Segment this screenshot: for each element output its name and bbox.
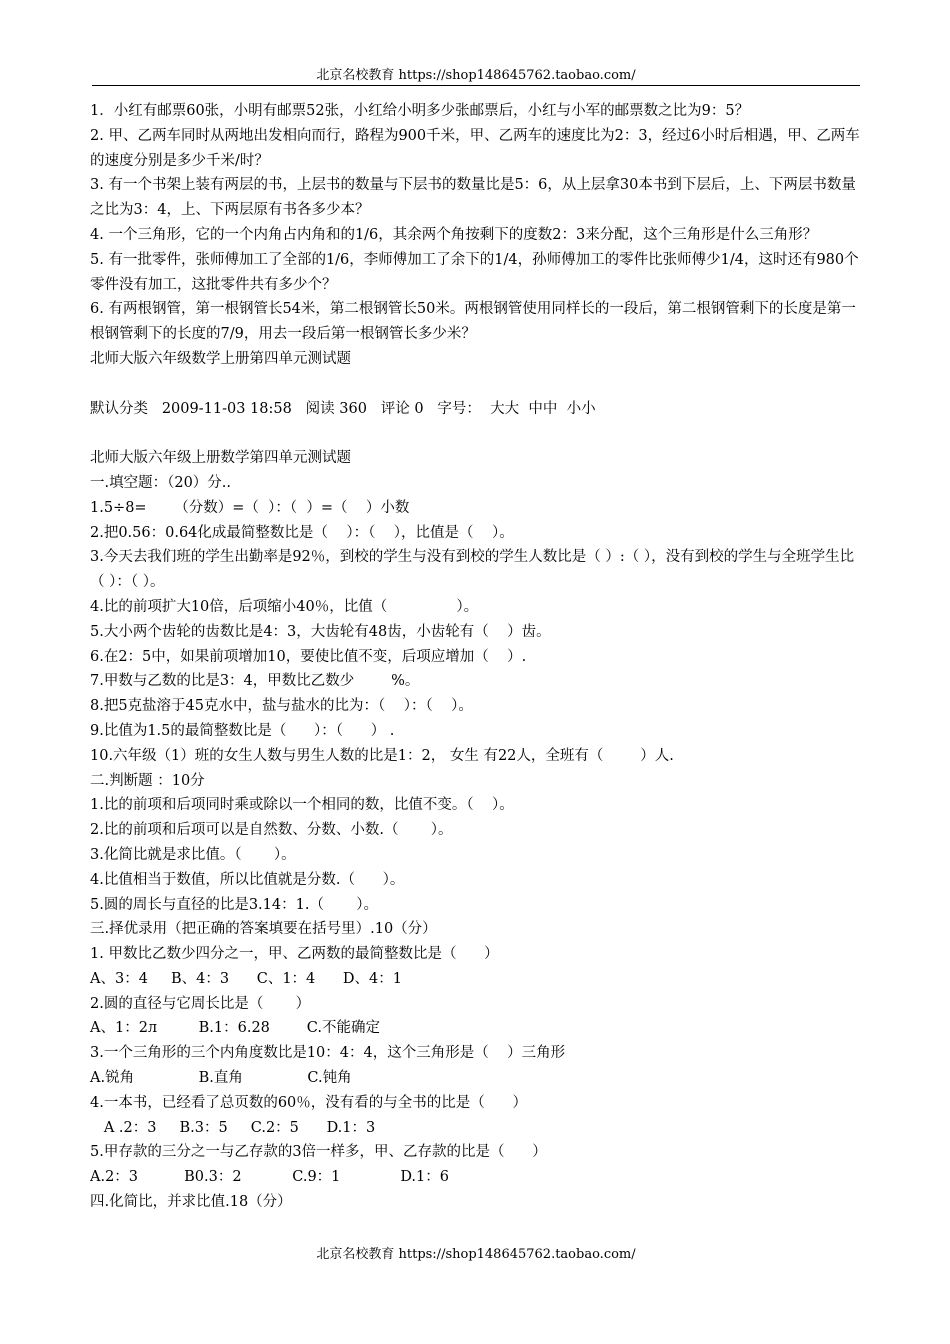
choice-question-5: 5.甲存款的三分之一与乙存款的3倍一样多，甲、乙存款的比是（ ） <box>90 1144 547 1161</box>
choice-options-3: A.锐角 B.直角 C.钝角 <box>90 1070 352 1087</box>
problem-6: 6. 有两根钢管，第一根钢管长54米，第二根钢管长50米。两根钢管使用同样长的一段后，第二根钢管剩下的长度是第一根钢管剩下的长度的7/9，用去一段后第一根钢管长多少米？ <box>90 301 856 343</box>
choice-options-2: A、1：2л B.1：6.28 C.不能确定 <box>90 1020 380 1037</box>
problem-3: 3. 有一个书架上装有两层的书，上层书的数量与下层书的数量比是5：6，从上层拿30本书到下层后，上、下两层书数量之比为3：4，上、下两层原有书各多少本？ <box>90 177 856 219</box>
post-title: 北师大版六年级数学上册第四单元测试题 <box>90 350 351 367</box>
post-meta: 默认分类 2009-11-03 18:58 阅读 360 评论 0 字号： 大大 中中 小小 <box>90 400 596 417</box>
choice-options-1: A、3：4 B、4：3 C、1：4 D、4：1 <box>90 970 403 987</box>
section-3-heading: 三.择优录用（把正确的答案填要在括号里）.10（分） <box>90 921 437 938</box>
judge-item-4: 4.比值相当于数值，所以比值就是分数.（ ）。 <box>90 871 405 888</box>
choice-question-2: 2.圆的直径与它周长比是（ ） <box>90 995 311 1012</box>
choice-options-4: A .2：3 B.3：5 C.2：5 D.1：3 <box>90 1119 376 1136</box>
header-divider <box>92 85 860 86</box>
fill-item-1: 1.5÷8= （分数）=（ ）：（ ）=（ ）小数 <box>90 499 410 516</box>
document-body <box>90 99 865 1215</box>
fill-item-3: 3.今天去我们班的学生出勤率是92％，到校的学生与没有到校的学生人数比是（ ）:（ ），没有到校的学生与全班学生比（ ）：（ ）。 <box>90 549 855 591</box>
fill-item-9: 9.比值为1.5的最简整数比是（ ）：（ ） . <box>90 722 395 739</box>
section-4-heading: 四.化简比，并求比值.18（分） <box>90 1194 292 1211</box>
fill-item-8: 8.把5克盐溶于45克水中，盐与盐水的比为：（ ）：（ ）。 <box>90 698 473 715</box>
choice-question-1: 1. 甲数比乙数少四分之一，甲、乙两数的最简整数比是（ ） <box>90 946 499 963</box>
judge-item-2: 2.比的前项和后项可以是自然数、分数、小数.（ ）。 <box>90 822 453 839</box>
judge-item-1: 1.比的前项和后项同时乘或除以一个相同的数，比值不变。（ ）。 <box>90 797 514 814</box>
fill-item-6: 6.在2：5中，如果前项增加10，要使比值不变，后项应增加（ ）. <box>90 648 527 665</box>
page-footer: 北京名校教育 https://shop148645762.taobao.com/ <box>316 1247 636 1262</box>
judge-item-3: 3.化简比就是求比值。（ ）。 <box>90 846 296 863</box>
fill-item-5: 5.大小两个齿轮的齿数比是4：3，大齿轮有48齿，小齿轮有（ ）齿。 <box>90 623 551 640</box>
fill-item-10: 10.六年级（1）班的女生人数与男生人数的比是1：2， 女生 有22人，全班有（ ）人. <box>90 747 674 764</box>
section-1-heading: 一.填空题：（20）分.. <box>90 474 232 491</box>
page-header: 北京名校教育 https://shop148645762.taobao.com/ <box>316 68 636 83</box>
choice-options-5: A.2：3 B0.3：2 C.9：1 D.1：6 <box>90 1169 449 1186</box>
fill-item-4: 4.比的前项扩大10倍，后项缩小40％，比值（ ）。 <box>90 598 479 615</box>
fill-item-7: 7.甲数与乙数的比是3：4，甲数比乙数少 %。 <box>90 673 420 690</box>
fill-item-2: 2.把0.56：0.64化成最简整数比是（ ）：（ ），比值是（ ）。 <box>90 524 514 541</box>
section-2-heading: 二.判断题 ：10分 <box>90 772 205 789</box>
problem-5: 5. 有一批零件，张师傅加工了全部的1/6，李师傅加工了余下的1/4，孙师傅加工的零件比张师傅少1/4，这时还有980个零件没有加工，这批零件共有多少个？ <box>90 251 859 293</box>
judge-item-5: 5.圆的周长与直径的比是3.14：1.（ ）。 <box>90 896 378 913</box>
problem-1: 1．小红有邮票60张，小明有邮票52张，小红给小明多少张邮票后，小红与小军的邮票数之比为9：5？ <box>90 103 750 119</box>
choice-question-3: 3.一个三角形的三个内角度数比是10：4：4，这个三角形是（ ）三角形 <box>90 1045 566 1062</box>
test-title: 北师大版六年级上册数学第四单元测试题 <box>90 450 351 467</box>
spacer <box>90 421 865 446</box>
choice-question-4: 4.一本书，已经看了总页数的60％，没有看的与全书的比是（ ） <box>90 1094 527 1111</box>
problem-2: 2. 甲、乙两车同时从两地出发相向而行，路程为900千米，甲、乙两车的速度比为2：3，经过6小时后相遇，甲、乙两车的速度分别是多少千米/时？ <box>90 127 860 169</box>
spacer <box>90 372 865 397</box>
problem-4: 4. 一个三角形，它的一个内角占内角和的1/6，其余两个角按剩下的度数2：3来分配，这个三角形是什么三角形？ <box>90 226 818 243</box>
